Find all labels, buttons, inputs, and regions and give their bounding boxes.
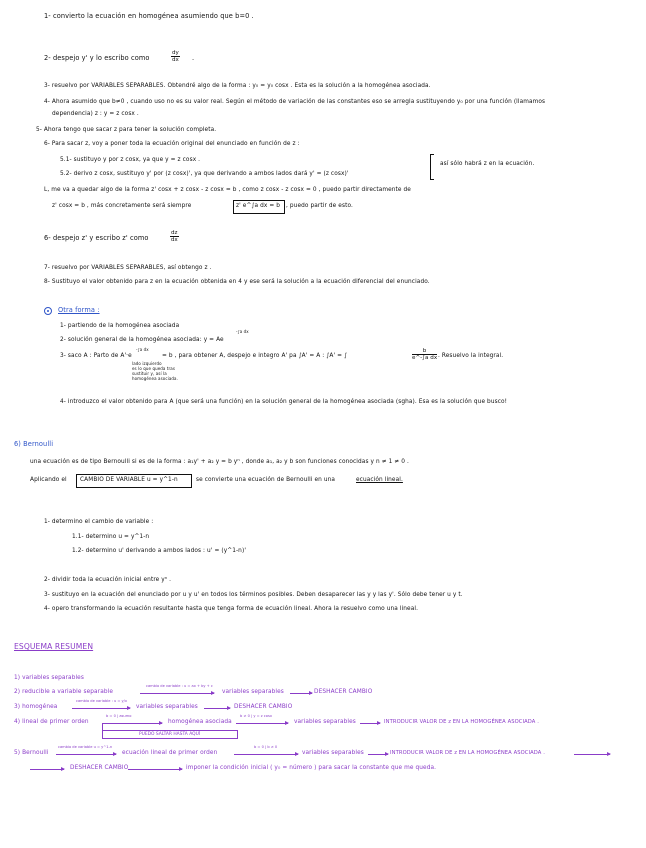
- boxed-change-of-variable: [76, 474, 192, 488]
- esquema-row-3-c: DESHACER CAMBIO: [234, 704, 293, 710]
- otra-step-1: 1- partiendo de la homogénea asociada: [60, 323, 180, 329]
- arrow-icon: [290, 693, 312, 694]
- fraction-denominator: e^-∫a dx: [412, 355, 438, 361]
- step-6: 6- Para sacar z, voy a poner toda la ecuación original del enunciado en función de z :: [44, 141, 300, 147]
- arrow-icon: [56, 754, 116, 755]
- step-1: 1- convierto la ecuación en homogénea asumiendo que b=0 .: [44, 12, 254, 20]
- otra-note-1: lado izquierdo: [132, 361, 162, 366]
- otra-step-2-exponent: -∫a dx: [236, 329, 249, 334]
- otra-note-3: sustituir y, así la: [132, 371, 167, 376]
- fraction-b-over-e: [412, 348, 437, 361]
- step-7-line-2: z' cosx = b , más concretamente será siempre: [52, 203, 192, 209]
- step-2: 2- despejo y' y lo escribo como: [44, 54, 150, 62]
- fraction-numerator: dy: [172, 50, 179, 56]
- step-8: 6- despejo z' y escribo z' como: [44, 234, 149, 242]
- bernoulli-step-1-1: 1.1- determino u = y^1-n: [72, 534, 150, 540]
- bernoulli-step-1-2: 1.2- determino u' derivando a ambos lados : u' = (y^1-n)': [72, 548, 247, 554]
- bernoulli-step-3: 3- sustituyo en la ecuación del enunciado por u y u' en todos los términos posibles. Deben desaparecer las y y las y'. Sólo debe tener u y t.: [44, 592, 463, 598]
- fraction-numerator: dz: [171, 230, 178, 236]
- esquema-row-5-b: ecuación lineal de primer orden: [122, 750, 218, 756]
- otra-step-2: 2- solución general de la homogénea asociada: y = Ae: [60, 337, 224, 343]
- step-6-1: 5.1- sustituyo y por z cosx, ya que y = z cosx .: [60, 157, 201, 163]
- otra-step-3: 3- saco A : Parto de A'·e: [60, 353, 132, 359]
- otra-note-2: es lo que queda tras: [132, 366, 175, 371]
- bernoulli-title: 6) Bernoulli: [14, 440, 54, 448]
- esquema-row-4-c: variables separables: [294, 719, 356, 725]
- fraction-dz-dx: [170, 230, 179, 243]
- otra-note-4: homogénea asociada.: [132, 376, 178, 381]
- boxed-change-of-variable-text: CAMBIO DE VARIABLE u = y^1-n: [80, 477, 178, 483]
- brace-note: así sólo habrá z en la ecuación.: [440, 161, 535, 167]
- arrow-icon: [204, 708, 230, 709]
- esquema-row-6-b: imponer la condición inicial ( y₀ = número ) para sacar la constante que me queda.: [186, 765, 437, 771]
- arrow-icon: [368, 754, 388, 755]
- arrow-icon: [234, 754, 298, 755]
- bernoulli-definition: una ecuación es de tipo Bernoulli si es de la forma : a₁y' + a₂ y = b yⁿ , donde a₁, a₂ y b son funciones conocidas y n ≠ 1 ≠ 0 .: [30, 459, 409, 465]
- esquema-row-4-arrow-label-1: b = 0 | asumo: [106, 714, 132, 718]
- fraction-dy-dx: [171, 50, 180, 63]
- otra-step-4: 4- introduzco el valor obtenido para A (que será una función) en la solución general de la homogénea asociada (sgha). Esa es la solución que busco!: [60, 399, 508, 405]
- period: .: [192, 54, 195, 62]
- esquema-row-2-b: variables separables: [222, 689, 284, 695]
- arrow-icon: [574, 754, 610, 755]
- otra-step-3-exponent: -∫a dx: [136, 347, 149, 352]
- esquema-row-4-d: INTRODUCIR VALOR DE z EN LA HOMOGÉNEA ASOCIADA .: [384, 719, 539, 725]
- otra-step-3-mid: = b , para obtener A, despejo e integro A' pa ∫A' = A : ∫A' = ∫: [162, 353, 348, 359]
- arrow-icon: [30, 769, 64, 770]
- bernoulli-apply-end: ecuación lineal.: [356, 477, 403, 483]
- arrow-icon: [140, 693, 214, 694]
- esquema-row-2-arrow-label: cambio de variable : u = ax + by + c: [146, 684, 213, 688]
- esquema-row-2-label: 2) reducible a variable separable: [14, 689, 113, 695]
- arrow-icon: [102, 723, 162, 724]
- arrow-icon: [236, 723, 288, 724]
- step-4-line-2: dependencia) z : y = z cosx .: [52, 111, 139, 117]
- esquema-row-3-label: 3) homogénea: [14, 704, 58, 710]
- esquema-row-2-c: DESHACER CAMBIO: [314, 689, 373, 695]
- arrow-icon: [72, 708, 130, 709]
- step-7-line-2-end: , puedo partir de esto.: [286, 203, 353, 209]
- esquema-row-4-label: 4) lineal de primer orden: [14, 719, 89, 725]
- esquema-row-4-b: homogénea asociada: [168, 719, 232, 725]
- esquema-row-5-arrow-label-1: cambio de variable u = y^1-n: [58, 745, 113, 749]
- fraction-denominator: dx: [170, 237, 178, 243]
- bernoulli-apply: Aplicando el: [30, 477, 67, 483]
- step-5: 5- Ahora tengo que sacar z para tener la solución completa.: [36, 127, 217, 133]
- esquema-row-5-label: 5) Bernoulli: [14, 750, 49, 756]
- esquema-row-6-a: DESHACER CAMBIO: [70, 765, 129, 771]
- esquema-row-5-arrow-label-2: b = 0 | b ≠ 0: [254, 745, 278, 749]
- esquema-skip-box-text: PUEDO SALTAR HASTA AQUÍ: [139, 731, 201, 737]
- step-6-2: 5.2- derivo z cosx, sustituyo y' por (z cosx)', ya que derivando a ambos lados dará y' = (z cosx)': [60, 171, 349, 177]
- esquema-row-5-c: variables separables: [302, 750, 364, 756]
- arrow-icon: [128, 769, 182, 770]
- boxed-formula-text: z' e^∫a dx = b: [236, 203, 281, 209]
- esquema-row-3-b: variables separables: [136, 704, 198, 710]
- esquema-row-3-arrow-label: cambio de variable : u = y/x: [76, 699, 127, 703]
- otra-step-3-end: . Resuelvo la integral.: [438, 353, 504, 359]
- step-4-line-1: 4- Ahora asumido que b≠0 , cuando uso no es su valor real. Según el método de variación de las constantes eso se arregla sustituyendo y₀ por una función (llamamos: [44, 99, 546, 105]
- fraction-denominator: dx: [172, 57, 179, 63]
- bullet-circle-icon: [44, 307, 52, 315]
- step-9: 7- resuelvo por VARIABLES SEPARABLES, así obtengo z .: [44, 265, 212, 271]
- step-7-line-1: L, me va a quedar algo de la forma z' cosx + z cosx - z cosx = b , como z cosx - z cosx = 0 , puedo partir directamente de: [44, 187, 411, 193]
- esquema-skip-box: [102, 730, 238, 739]
- bernoulli-apply-mid: se convierte una ecuación de Bernoulli en una: [196, 477, 336, 483]
- esquema-title: ESQUEMA RESUMEN: [14, 642, 94, 651]
- esquema-row-4-arrow-label-2: b ≠ 0 | y = z cosx: [240, 714, 272, 718]
- boxed-formula: [233, 200, 285, 214]
- fraction-numerator: b: [412, 348, 437, 355]
- bernoulli-step-4: 4- opero transformando la ecuación resultante hasta que tenga forma de ecuación lineal. Ahora la resuelvo como una lineal.: [44, 606, 419, 612]
- step-3: 3- resuelvo por VARIABLES SEPARABLES. Obtendré algo de la forma : y₀ = y₀ cosx . Esta es la solución a la homogénea asociada.: [44, 83, 431, 89]
- bernoulli-step-1: 1- determino el cambio de variable :: [44, 519, 154, 525]
- otra-forma-title: Otra forma :: [58, 306, 100, 314]
- bernoulli-step-2: 2- dividir toda la ecuación inicial entre yⁿ .: [44, 577, 172, 583]
- brace: [430, 154, 434, 180]
- step-10: 8- Sustituyo el valor obtenido para z en la ecuación obtenida en 4 y ese será la solución a la ecuación diferencial del enunciado.: [44, 279, 430, 285]
- esquema-row-1: 1) variables separables: [14, 675, 84, 681]
- arrow-icon: [360, 723, 380, 724]
- esquema-row-5-d: INTRODUCIR VALOR DE z EN LA HOMOGÉNEA ASOCIADA .: [390, 750, 545, 756]
